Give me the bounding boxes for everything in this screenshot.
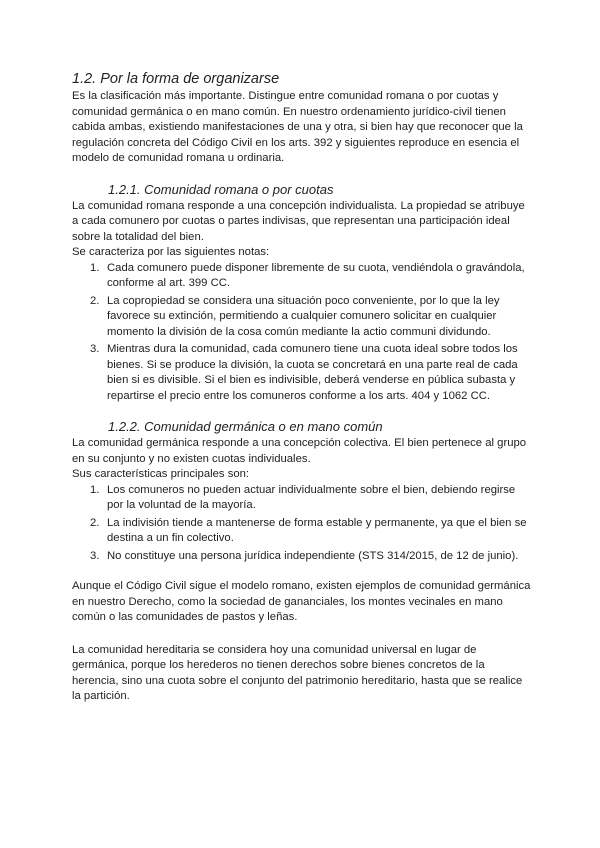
section-intro-paragraph: Es la clasificación más importante. Distingue entre comunidad romana o por cuotas y comunidad germánica o en mano común. En nuestro ordenamiento jurídico-civil tienen cabida ambas, existiendo manifestaciones de una y otra, si bien hay que reconocer que la regulación concreta del Código Civil en los arts. 392 y siguientes reproduce en esencia el modelo de comunidad romana u ordinaria.	[72, 90, 523, 164]
list-item-text: La indivisión tiende a mantenerse de forma estable y permanente, ya que el bien se destina a un fin colectivo.	[107, 516, 527, 544]
list-item	[72, 294, 534, 341]
list-item-number: 2.	[90, 516, 100, 529]
romana-intro-paragraph: La comunidad romana responde a una concepción individualista. La propiedad se atribuye a cada comunero por cuotas o partes indivisas, que representan una participación ideal sobre la totalidad del bien.	[72, 199, 525, 243]
closing-paragraph-2: La comunidad hereditaria se considera hoy una comunidad universal en lugar de germánica, porque los herederos no tienen derechos sobre bienes concretos de la herencia, sino una cuota sobre el conjunto del patrimonio hereditario, hasta que se realice la partición.	[72, 643, 523, 702]
list-item	[72, 342, 534, 404]
list-item	[72, 261, 534, 292]
list-item-number: 2.	[90, 294, 100, 307]
list-item	[72, 483, 534, 514]
list-item-number: 3.	[90, 343, 100, 355]
paragraph-spacer	[72, 626, 534, 643]
list-item-text: La copropiedad se considera una situación poco conveniente, por lo que la ley favorece su extinción, permitiendo a cualquier comunero solicitar en cualquier momento la división de la cosa común mediante la actio communi dividundo.	[107, 294, 500, 338]
paragraph-spacer	[72, 566, 534, 579]
subsection-heading-romana: 1.2.1. Comunidad romana o por cuotas	[108, 181, 334, 197]
section-heading: 1.2. Por la forma de organizarse	[72, 71, 280, 87]
list-item	[72, 516, 534, 547]
romana-characteristics-list	[72, 261, 534, 405]
germanica-list-lead: Sus características principales son:	[72, 468, 250, 480]
list-item-number: 1.	[90, 261, 100, 274]
romana-list-lead: Se caracteriza por las siguientes notas:	[72, 246, 270, 258]
list-item-number: 1.	[90, 483, 100, 496]
germanica-intro-paragraph: La comunidad germánica responde a una concepción colectiva. El bien pertenece al grupo en su conjunto y no existen cuotas individuales.	[72, 437, 527, 465]
list-item-number: 3.	[90, 549, 100, 562]
list-item-text: Cada comunero puede disponer libremente de su cuota, vendiéndola o gravándola, conforme al art. 399 CC.	[107, 261, 525, 289]
germanica-characteristics-list	[72, 483, 534, 565]
document-body	[72, 69, 534, 705]
list-item	[72, 549, 534, 565]
subsection-heading-germanica: 1.2.2. Comunidad germánica o en mano común	[108, 419, 383, 434]
list-item-text: No constituye una persona jurídica independiente (STS 314/2015, de 12 de junio).	[107, 549, 519, 562]
closing-paragraph-1: Aunque el Código Civil sigue el modelo romano, existen ejemplos de comunidad germánica en nuestro Derecho, como la sociedad de gananciales, los montes vecinales en mano común o las comunidades de pastos y leñas.	[72, 580, 531, 623]
list-item-text: Mientras dura la comunidad, cada comunero tiene una cuota ideal sobre todos los bienes. Si se produce la división, la cuota se concretará en una parte real de cada bien si es divisible. Si el bien es indivisible, deberá venderse en pública subasta y repartirse el precio entre los comuneros conforme a los arts. 404 y 1062 CC.	[107, 343, 518, 402]
list-item-text: Los comuneros no pueden actuar individualmente sobre el bien, debiendo regirse por la voluntad de la mayoría.	[107, 483, 516, 511]
